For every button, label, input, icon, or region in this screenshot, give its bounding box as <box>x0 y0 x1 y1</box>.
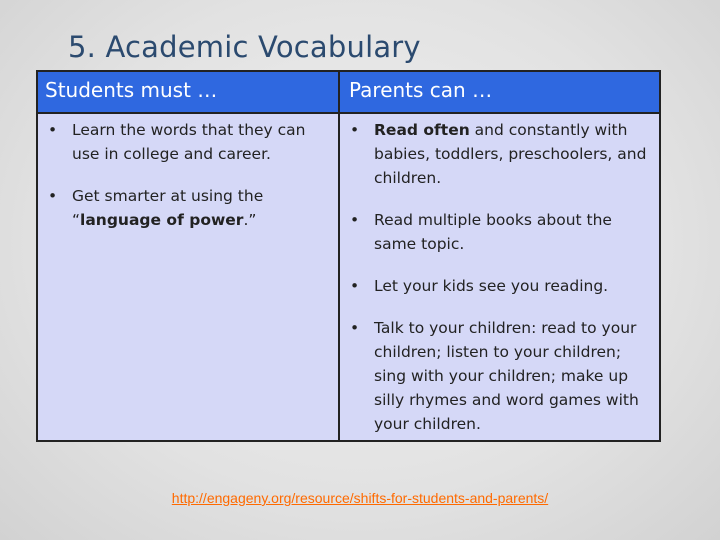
slide-title: 5. Academic Vocabulary <box>68 30 421 64</box>
list-item <box>348 316 651 436</box>
list-item <box>46 118 330 166</box>
bullet-icon: • <box>350 211 360 229</box>
parents-header: Parents can … <box>340 72 659 112</box>
item-text: Get smarter at using the <box>72 187 264 205</box>
vocabulary-table <box>36 70 661 442</box>
bullet-icon: • <box>350 319 360 337</box>
close-quote: .” <box>243 211 257 229</box>
item-text: Let your kids see you reading. <box>374 277 609 295</box>
open-quote: “ <box>72 211 81 229</box>
item-emphasis: language of power <box>80 211 244 229</box>
students-header: Students must … <box>38 72 340 112</box>
item-text: Learn the words that they can use in college and career. <box>72 121 306 163</box>
bullet-icon: • <box>350 121 360 139</box>
list-item <box>348 208 651 256</box>
item-text: and constantly with babies, toddlers, preschoolers, and children. <box>374 121 647 187</box>
item-emphasis: Read often <box>374 121 470 139</box>
list-item <box>46 184 330 232</box>
bullet-icon: • <box>350 277 360 295</box>
students-column <box>38 112 340 440</box>
source-link[interactable]: http://engageny.org/resource/shifts-for-students-and-parents/ <box>171 490 549 506</box>
bullet-icon: • <box>48 121 58 139</box>
list-item <box>348 274 651 298</box>
list-item <box>348 118 651 190</box>
bullet-icon: • <box>48 187 58 205</box>
item-text: Talk to your children: read to your children; listen to your children; sing with your children; make up silly rhymes and word games with your children. <box>374 319 639 433</box>
item-text: Read multiple books about the same topic. <box>374 211 612 253</box>
parents-column <box>340 112 659 440</box>
